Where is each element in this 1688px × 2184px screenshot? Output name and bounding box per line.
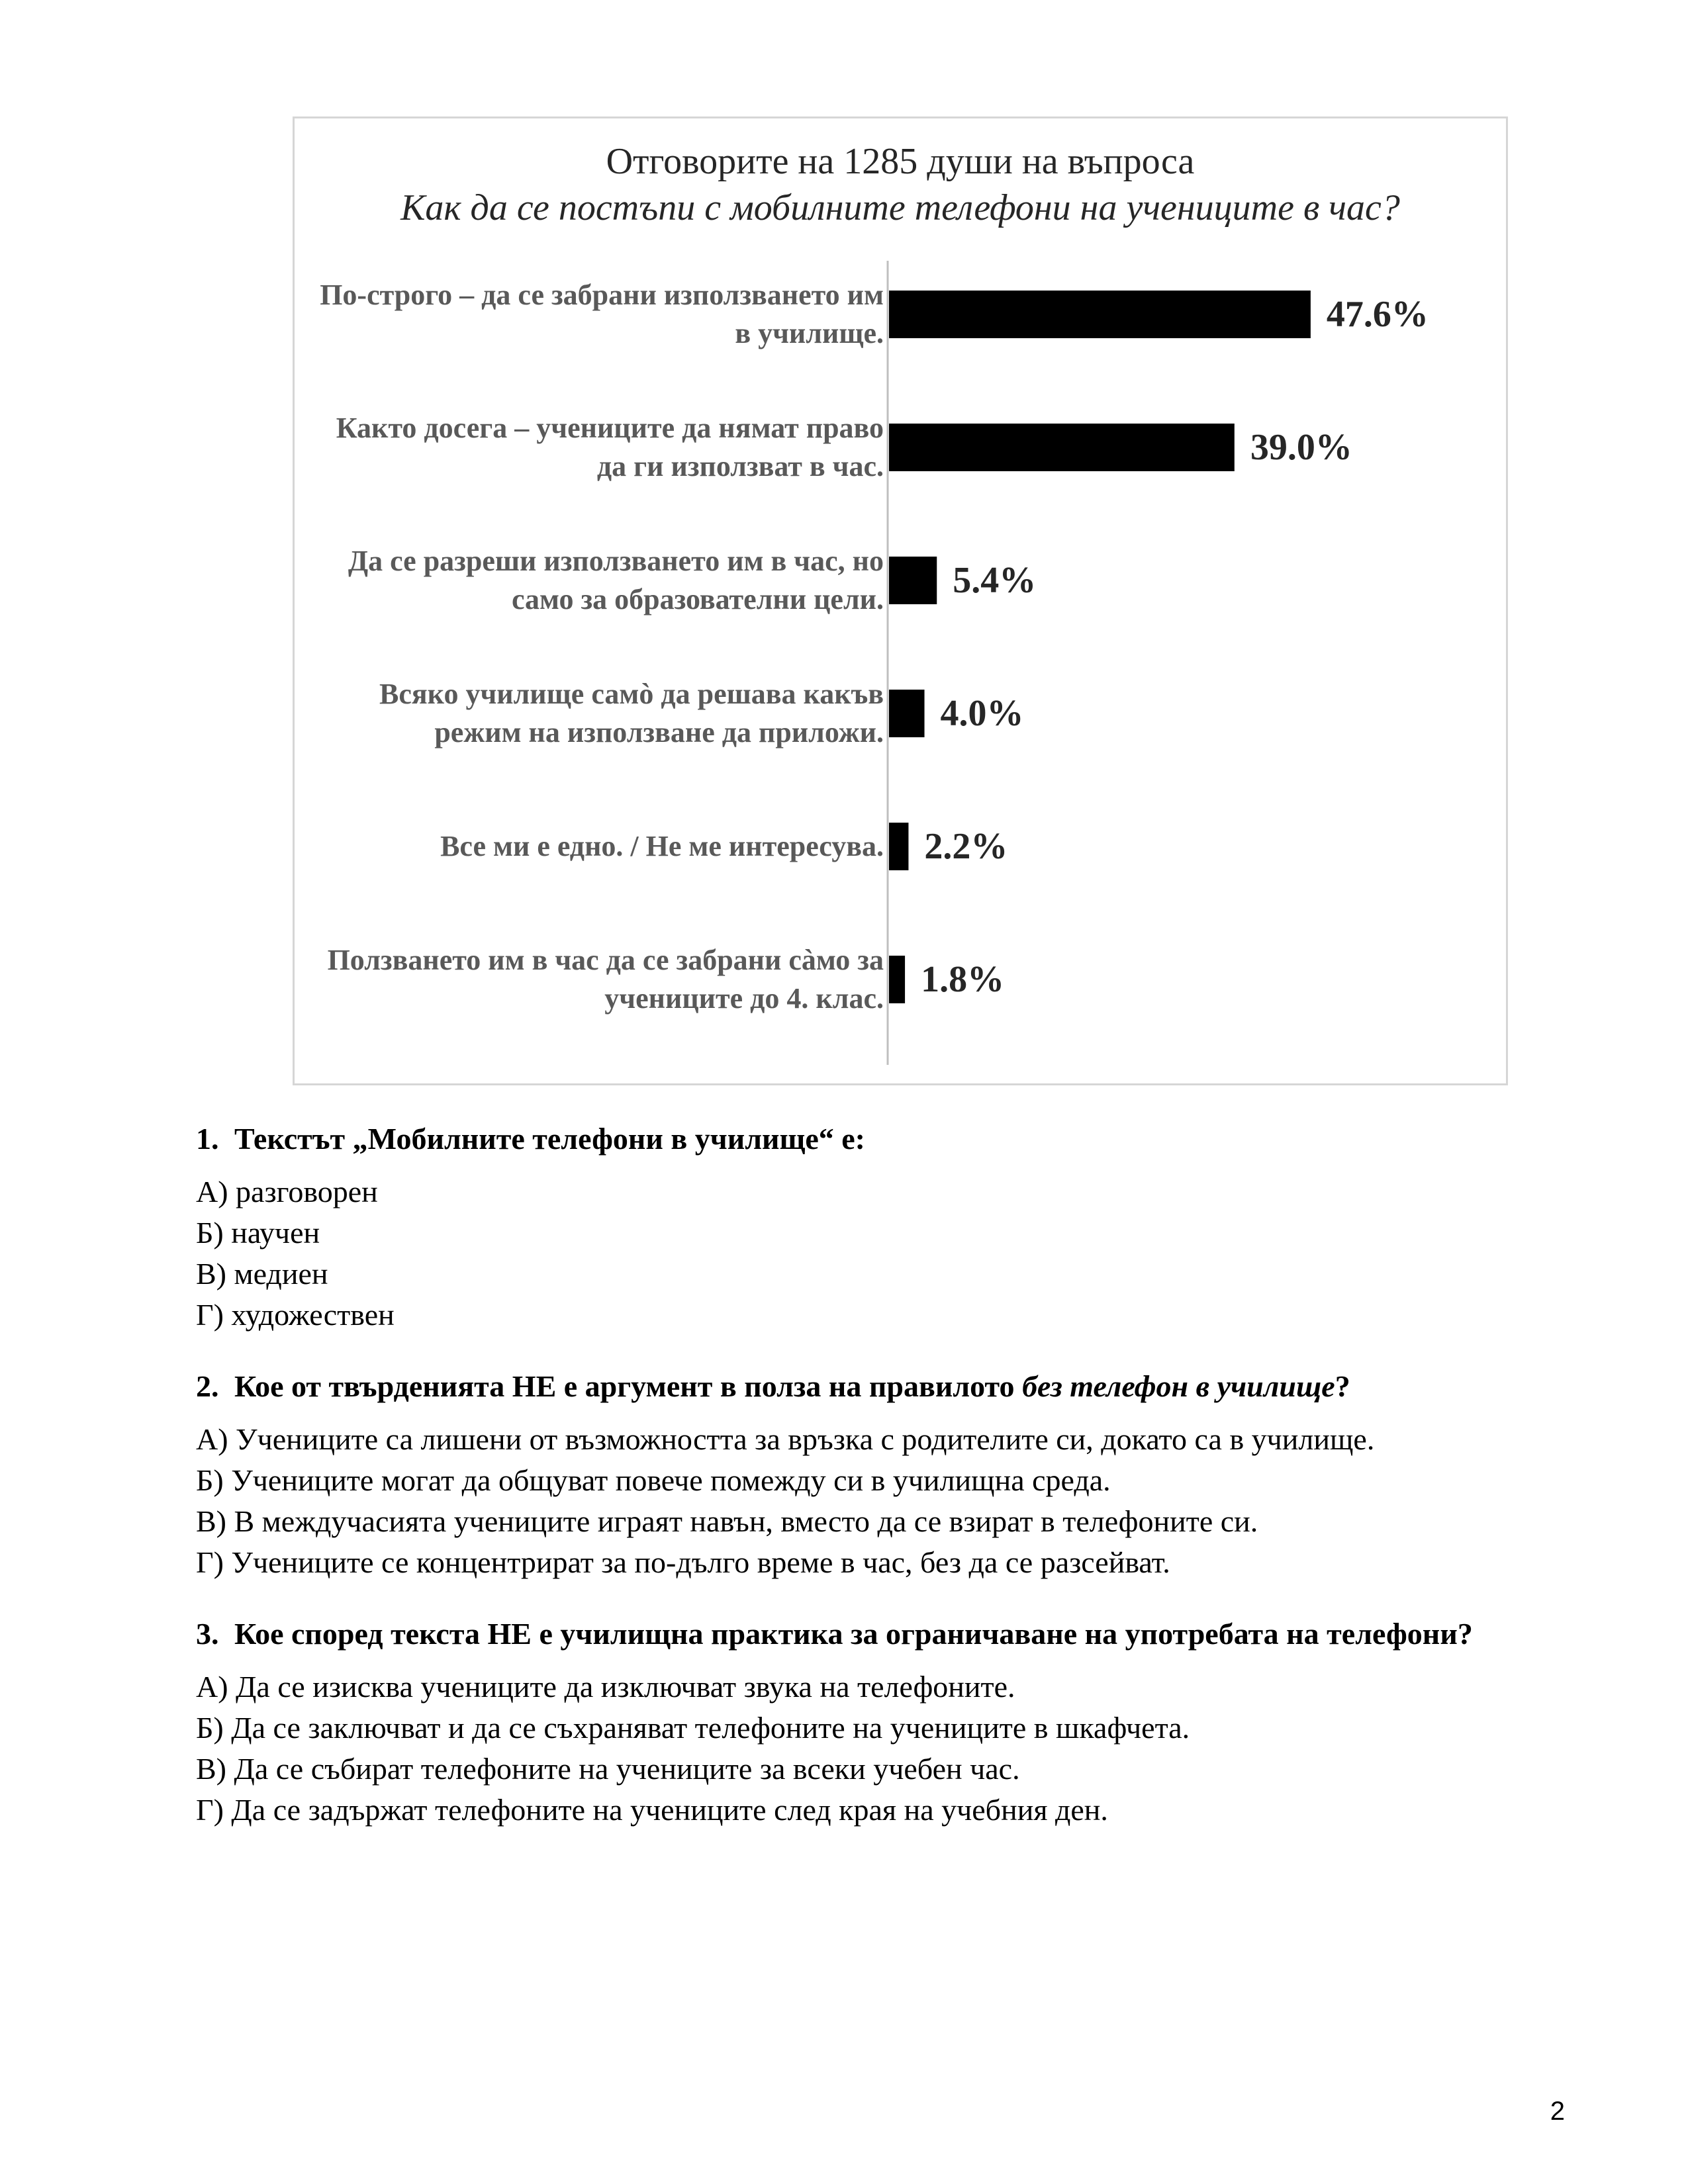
answer-option: Б) научен	[196, 1216, 320, 1250]
category-label-4: Всяко училище самò да решава какъв режим на използване да приложи.	[379, 678, 884, 749]
category-label-6: Ползването им в час да се забрани сàмо за учениците до 4. клас.	[327, 944, 884, 1015]
value-label-2: 39.0%	[1250, 427, 1352, 468]
category-label-1: По-строго – да се забрани използването им в училище.	[320, 279, 884, 349]
answer-option: Г) Да се задържат телефоните на учениците след края на учебния ден.	[196, 1793, 1108, 1827]
question-text-end: ?	[1335, 1369, 1350, 1403]
question-3	[196, 1614, 1586, 1831]
question-title	[196, 1118, 1586, 1160]
bar-3	[889, 557, 937, 604]
value-label-3: 5.4%	[953, 560, 1037, 601]
answer-option: А) Да се изисква учениците да изключват звука на телефоните.	[196, 1670, 1015, 1704]
question-text: Кое според текста НЕ е училищна практика за ограничаване на употребата на телефони?	[234, 1617, 1473, 1651]
question-text: Кое от твърденията НЕ е аргумент в полза на правилото	[234, 1369, 1023, 1403]
value-label-5: 2.2%	[924, 826, 1008, 867]
bar-4	[889, 690, 925, 737]
question-number: 3.	[196, 1617, 219, 1651]
category-label-2: Както досега – учениците да нямат право да ги използват в час.	[336, 412, 884, 482]
survey-chart	[293, 116, 1508, 1085]
questions-section	[196, 1118, 1586, 1861]
bar-1	[889, 291, 1311, 338]
question-2	[196, 1366, 1586, 1583]
page-number: 2	[1550, 2097, 1565, 2126]
answer-option: В) Да се събират телефоните на учениците за всеки учебен час.	[196, 1752, 1020, 1786]
bar-2	[889, 424, 1235, 471]
answer-option: В) В междучасията учениците играят навън, вместо да се взират в телефоните си.	[196, 1504, 1258, 1538]
chart-subtitle: Как да се постъпи с мобилните телефони на учениците в час?	[400, 187, 1400, 228]
answer-option: Г) художествен	[196, 1298, 395, 1332]
answer-option: Б) Да се заключват и да се съхраняват телефоните на учениците в шкафчета.	[196, 1711, 1190, 1745]
value-label-4: 4.0%	[940, 693, 1024, 734]
question-1	[196, 1118, 1586, 1336]
category-label-5: Все ми е едно. / Не ме интересува.	[440, 830, 884, 862]
question-number: 1.	[196, 1122, 219, 1156]
question-title	[196, 1614, 1586, 1655]
value-label-6: 1.8%	[921, 959, 1005, 1000]
question-text-italic: без телефон в училище	[1022, 1369, 1335, 1403]
answer-option: Б) Учениците могат да общуват повече помежду си в училищна среда.	[196, 1463, 1111, 1497]
answer-option: А) Учениците са лишени от възможността за връзка с родителите си, докато са в училище.	[196, 1422, 1375, 1456]
answer-option: В) медиен	[196, 1257, 328, 1291]
question-text: Текстът „Мобилните телефони в училище“ е:	[234, 1122, 865, 1156]
bar-6	[889, 956, 905, 1003]
value-label-1: 47.6%	[1326, 294, 1429, 335]
chart-title: Отговорите на 1285 души на въпроса	[606, 141, 1195, 182]
question-title	[196, 1366, 1586, 1407]
bar-5	[889, 823, 908, 870]
answer-option: А) разговорен	[196, 1175, 378, 1208]
question-number: 2.	[196, 1369, 219, 1403]
category-label-3: Да се разреши използването им в час, но само за образователни цели.	[348, 545, 884, 615]
answer-option: Г) Учениците се концентрират за по-дълго време в час, без да се разсейват.	[196, 1545, 1170, 1579]
